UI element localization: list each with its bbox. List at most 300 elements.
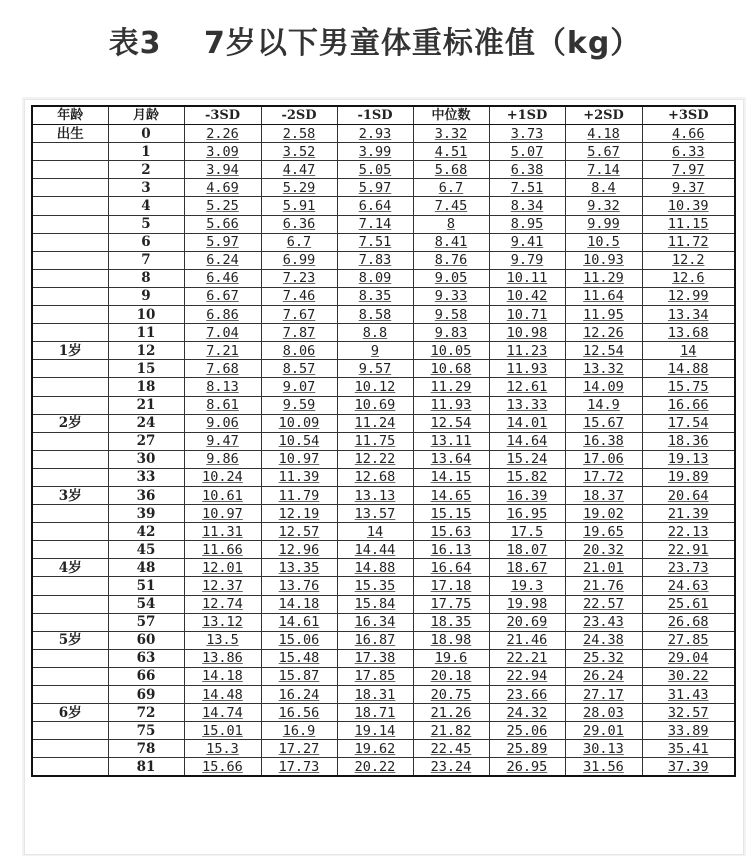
value-cell-median (413, 396, 489, 414)
value-cell-plus3sd (642, 758, 735, 777)
table-body (32, 125, 735, 777)
value-cell-minus1sd (337, 324, 413, 342)
value-cell-minus3sd (184, 649, 261, 667)
value-cell-median (413, 125, 489, 143)
value-cell-minus1sd (337, 179, 413, 197)
weight-value: 33.89 (667, 722, 709, 739)
weight-value: 30.22 (667, 668, 709, 685)
weight-value: 22.13 (667, 523, 709, 540)
value-cell-plus2sd (565, 233, 642, 251)
table-row (32, 486, 735, 504)
value-cell-minus2sd (261, 414, 337, 432)
weight-value: 10.97 (278, 451, 320, 468)
value-cell-minus2sd (261, 251, 337, 269)
value-cell-minus1sd (337, 378, 413, 396)
value-cell-plus1sd (489, 667, 565, 685)
month-cell: 69 (108, 686, 184, 704)
month-cell: 4 (108, 197, 184, 215)
weight-value: 16.13 (430, 541, 472, 558)
age-cell: 5岁 (32, 631, 108, 649)
value-cell-minus2sd (261, 649, 337, 667)
weight-value: 7.83 (358, 252, 392, 269)
value-cell-minus3sd (184, 251, 261, 269)
weight-value: 16.38 (583, 433, 624, 450)
value-cell-plus1sd (489, 233, 565, 251)
weight-value: 24.38 (583, 632, 624, 649)
value-cell-minus3sd (184, 324, 261, 342)
weight-value: 24.63 (667, 577, 709, 594)
value-cell-median (413, 704, 489, 722)
value-cell-median (413, 179, 489, 197)
value-cell-plus1sd (489, 559, 565, 577)
value-cell-plus1sd (489, 468, 565, 486)
value-cell-minus1sd (337, 667, 413, 685)
weight-value: 12.54 (430, 415, 472, 432)
weight-value: 21.26 (430, 704, 472, 721)
value-cell-median (413, 523, 489, 541)
value-cell-minus3sd (184, 306, 261, 324)
month-cell: 6 (108, 233, 184, 251)
weight-value: 16.39 (506, 487, 548, 504)
value-cell-plus3sd (642, 577, 735, 595)
weight-value: 14.61 (278, 614, 320, 631)
weight-value: 15.01 (202, 722, 243, 739)
weight-value: 11.95 (583, 306, 624, 323)
month-cell: 48 (108, 559, 184, 577)
weight-value: 10.69 (354, 397, 396, 414)
value-cell-minus1sd (337, 523, 413, 541)
value-cell-minus3sd (184, 704, 261, 722)
value-cell-minus2sd (261, 360, 337, 378)
value-cell-plus2sd (565, 378, 642, 396)
column-header-minus1sd: -1SD (337, 106, 413, 125)
weight-value: 7.23 (282, 270, 316, 287)
value-cell-median (413, 722, 489, 740)
weight-value: 9.57 (358, 360, 392, 377)
weight-value: 22.94 (506, 668, 548, 685)
value-cell-plus2sd (565, 523, 642, 541)
weight-value: 11.29 (430, 378, 472, 395)
value-cell-minus3sd (184, 541, 261, 559)
value-cell-minus3sd (184, 143, 261, 161)
weight-value: 21.76 (583, 577, 624, 594)
weight-value: 14.88 (667, 360, 709, 377)
weight-value: 13.32 (583, 360, 624, 377)
weight-value: 25.06 (506, 722, 548, 739)
value-cell-minus2sd (261, 722, 337, 740)
age-cell (32, 686, 108, 704)
weight-value: 10.09 (278, 415, 320, 432)
weight-value: 21.39 (667, 505, 709, 522)
value-cell-plus3sd (642, 505, 735, 523)
value-cell-minus2sd (261, 541, 337, 559)
month-cell: 10 (108, 306, 184, 324)
weight-value: 9.58 (434, 306, 468, 323)
weight-value: 11.29 (583, 270, 624, 287)
weight-value: 17.38 (354, 650, 396, 667)
value-cell-plus3sd (642, 161, 735, 179)
value-cell-minus1sd (337, 306, 413, 324)
age-cell (32, 505, 108, 523)
value-cell-median (413, 360, 489, 378)
age-cell (32, 306, 108, 324)
age-cell (32, 251, 108, 269)
month-cell: 24 (108, 414, 184, 432)
weight-value: 32.57 (667, 704, 709, 721)
value-cell-plus1sd (489, 251, 565, 269)
value-cell-minus1sd (337, 360, 413, 378)
value-cell-plus2sd (565, 577, 642, 595)
age-cell (32, 360, 108, 378)
age-cell (32, 740, 108, 758)
table-row (32, 306, 735, 324)
value-cell-minus1sd (337, 450, 413, 468)
value-cell-median (413, 468, 489, 486)
weight-value: 13.33 (506, 397, 548, 414)
age-cell (32, 577, 108, 595)
value-cell-median (413, 342, 489, 360)
value-cell-plus2sd (565, 396, 642, 414)
weight-value: 17.5 (510, 523, 544, 540)
weight-value: 5.66 (206, 216, 239, 233)
value-cell-minus2sd (261, 378, 337, 396)
weight-value: 18.71 (354, 704, 396, 721)
month-cell: 1 (108, 143, 184, 161)
value-cell-minus3sd (184, 613, 261, 631)
value-cell-minus2sd (261, 215, 337, 233)
weight-value: 14.01 (506, 415, 548, 432)
weight-value: 8.95 (510, 216, 544, 233)
weight-value: 11.39 (278, 469, 320, 486)
value-cell-plus1sd (489, 649, 565, 667)
table-row (32, 197, 735, 215)
column-header-minus3sd: -3SD (184, 106, 261, 125)
age-cell (32, 722, 108, 740)
month-cell: 75 (108, 722, 184, 740)
weight-value: 5.07 (510, 143, 544, 160)
value-cell-plus1sd (489, 505, 565, 523)
value-cell-plus2sd (565, 468, 642, 486)
value-cell-plus3sd (642, 613, 735, 631)
weight-value: 8.58 (358, 306, 392, 323)
value-cell-minus3sd (184, 686, 261, 704)
weight-value: 27.17 (583, 686, 624, 703)
weight-value: 2.93 (358, 125, 392, 142)
weight-value: 24.32 (506, 704, 548, 721)
value-cell-minus1sd (337, 559, 413, 577)
weight-value: 13.11 (430, 433, 472, 450)
value-cell-median (413, 740, 489, 758)
table-row (32, 667, 735, 685)
weight-value: 11.66 (202, 541, 243, 558)
table-row (32, 360, 735, 378)
value-cell-plus1sd (489, 342, 565, 360)
weight-value: 15.66 (202, 758, 243, 775)
value-cell-minus3sd (184, 468, 261, 486)
weight-value: 4.51 (434, 143, 468, 160)
weight-value: 18.31 (354, 686, 396, 703)
weight-value: 9.79 (510, 252, 544, 269)
weight-value: 15.75 (667, 378, 709, 395)
value-cell-minus1sd (337, 233, 413, 251)
weight-value: 9.32 (587, 198, 620, 215)
weight-value: 3.94 (206, 161, 239, 178)
value-cell-plus2sd (565, 125, 642, 143)
weight-value: 7.46 (282, 288, 316, 305)
value-cell-plus3sd (642, 342, 735, 360)
value-cell-minus2sd (261, 758, 337, 777)
weight-value: 11.93 (430, 397, 472, 414)
value-cell-plus2sd (565, 704, 642, 722)
value-cell-minus1sd (337, 740, 413, 758)
weight-value: 21.01 (583, 559, 624, 576)
value-cell-minus3sd (184, 450, 261, 468)
value-cell-plus3sd (642, 360, 735, 378)
value-cell-minus1sd (337, 143, 413, 161)
value-cell-plus3sd (642, 595, 735, 613)
value-cell-plus1sd (489, 414, 565, 432)
table-row (32, 161, 735, 179)
month-cell: 21 (108, 396, 184, 414)
weight-value: 6.46 (206, 270, 239, 287)
month-cell: 5 (108, 215, 184, 233)
weight-value: 4.69 (206, 179, 239, 196)
weight-value: 12.99 (667, 288, 709, 305)
column-header-plus2sd: +2SD (565, 106, 642, 125)
value-cell-plus3sd (642, 740, 735, 758)
weight-value: 17.73 (278, 758, 320, 775)
value-cell-plus3sd (642, 197, 735, 215)
value-cell-plus1sd (489, 197, 565, 215)
value-cell-plus2sd (565, 143, 642, 161)
value-cell-minus3sd (184, 505, 261, 523)
value-cell-minus2sd (261, 559, 337, 577)
value-cell-plus1sd (489, 722, 565, 740)
month-cell: 81 (108, 758, 184, 777)
month-cell: 0 (108, 125, 184, 143)
value-cell-plus1sd (489, 523, 565, 541)
value-cell-median (413, 559, 489, 577)
value-cell-plus1sd (489, 577, 565, 595)
weight-value: 11.75 (354, 433, 396, 450)
weight-value: 14 (366, 523, 384, 540)
weight-value: 9.37 (671, 179, 705, 196)
weight-value: 19.6 (434, 650, 468, 667)
month-cell: 11 (108, 324, 184, 342)
value-cell-median (413, 595, 489, 613)
weight-value: 18.35 (430, 614, 472, 631)
weight-value: 9.86 (206, 451, 239, 468)
value-cell-plus1sd (489, 396, 565, 414)
age-cell (32, 378, 108, 396)
table-row (32, 324, 735, 342)
month-cell: 3 (108, 179, 184, 197)
value-cell-plus2sd (565, 179, 642, 197)
weight-value: 17.27 (278, 740, 320, 757)
weight-value: 15.67 (583, 415, 624, 432)
weight-value: 13.57 (354, 505, 396, 522)
value-cell-minus1sd (337, 595, 413, 613)
table-row (32, 505, 735, 523)
weight-value: 19.62 (354, 740, 396, 757)
column-header-median: 中位数 (413, 106, 489, 125)
table-row (32, 613, 735, 631)
value-cell-plus1sd (489, 541, 565, 559)
value-cell-minus3sd (184, 740, 261, 758)
weight-value: 12.22 (354, 451, 396, 468)
value-cell-plus1sd (489, 269, 565, 287)
table-row (32, 450, 735, 468)
month-cell: 2 (108, 161, 184, 179)
value-cell-minus3sd (184, 414, 261, 432)
weight-value: 25.61 (667, 596, 709, 613)
age-cell (32, 269, 108, 287)
weight-value: 11.31 (202, 523, 243, 540)
table-row (32, 125, 735, 143)
age-cell (32, 667, 108, 685)
value-cell-median (413, 541, 489, 559)
value-cell-minus2sd (261, 342, 337, 360)
value-cell-minus3sd (184, 215, 261, 233)
age-cell: 2岁 (32, 414, 108, 432)
value-cell-minus2sd (261, 396, 337, 414)
month-cell: 57 (108, 613, 184, 631)
month-cell: 66 (108, 667, 184, 685)
table-row (32, 179, 735, 197)
weight-value: 8.13 (206, 378, 239, 395)
month-cell: 18 (108, 378, 184, 396)
month-cell: 60 (108, 631, 184, 649)
value-cell-plus1sd (489, 432, 565, 450)
value-cell-plus3sd (642, 125, 735, 143)
value-cell-minus1sd (337, 269, 413, 287)
weight-value: 8.61 (206, 397, 239, 414)
weight-value: 7.68 (206, 360, 239, 377)
weight-value: 15.3 (206, 740, 239, 757)
value-cell-plus1sd (489, 613, 565, 631)
weight-value: 9.06 (206, 415, 239, 432)
weight-value: 6.7 (438, 179, 464, 196)
weight-value: 26.68 (667, 614, 709, 631)
month-cell: 9 (108, 287, 184, 305)
value-cell-minus3sd (184, 269, 261, 287)
weight-value: 19.65 (583, 523, 624, 540)
table-row (32, 541, 735, 559)
value-cell-minus3sd (184, 342, 261, 360)
value-cell-plus2sd (565, 306, 642, 324)
value-cell-minus2sd (261, 125, 337, 143)
age-cell: 1岁 (32, 342, 108, 360)
table-row (32, 251, 735, 269)
weight-value: 12.19 (278, 505, 320, 522)
weight-value: 25.32 (583, 650, 624, 667)
weight-value: 7.97 (671, 161, 705, 178)
value-cell-median (413, 631, 489, 649)
value-cell-minus1sd (337, 287, 413, 305)
weight-value: 15.82 (506, 469, 548, 486)
column-header-minus2sd: -2SD (261, 106, 337, 125)
weight-value: 6.67 (206, 288, 239, 305)
weight-value: 16.66 (667, 397, 709, 414)
weight-value: 9.59 (282, 397, 316, 414)
value-cell-median (413, 613, 489, 631)
value-cell-minus2sd (261, 740, 337, 758)
value-cell-plus3sd (642, 287, 735, 305)
value-cell-plus1sd (489, 287, 565, 305)
weight-value: 22.45 (430, 740, 472, 757)
value-cell-median (413, 251, 489, 269)
value-cell-minus3sd (184, 559, 261, 577)
column-header-plus3sd: +3SD (642, 106, 735, 125)
weight-value: 29.01 (583, 722, 624, 739)
weight-value: 11.79 (278, 487, 320, 504)
weight-value: 22.21 (506, 650, 548, 667)
month-cell: 72 (108, 704, 184, 722)
value-cell-minus3sd (184, 631, 261, 649)
value-cell-minus1sd (337, 197, 413, 215)
value-cell-plus1sd (489, 740, 565, 758)
value-cell-plus2sd (565, 740, 642, 758)
weight-value: 14.74 (202, 704, 243, 721)
value-cell-plus3sd (642, 215, 735, 233)
age-cell (32, 143, 108, 161)
age-cell (32, 396, 108, 414)
weight-value: 12.01 (202, 559, 243, 576)
value-cell-plus2sd (565, 631, 642, 649)
weight-value: 13.68 (667, 324, 709, 341)
weight-value: 5.97 (358, 179, 392, 196)
weight-value: 10.93 (583, 252, 624, 269)
weight-value: 12.57 (278, 523, 320, 540)
month-cell: 27 (108, 432, 184, 450)
weight-value: 14.44 (354, 541, 396, 558)
weight-value: 14.09 (583, 378, 624, 395)
weight-value: 22.91 (667, 541, 709, 558)
table-row (32, 523, 735, 541)
value-cell-plus3sd (642, 378, 735, 396)
weight-value: 6.33 (671, 143, 705, 160)
value-cell-plus3sd (642, 324, 735, 342)
table-row (32, 686, 735, 704)
value-cell-minus1sd (337, 722, 413, 740)
value-cell-plus3sd (642, 523, 735, 541)
value-cell-minus2sd (261, 667, 337, 685)
value-cell-plus3sd (642, 251, 735, 269)
weight-value: 9.47 (206, 433, 239, 450)
weight-value: 6.7 (286, 234, 312, 251)
age-cell: 4岁 (32, 559, 108, 577)
value-cell-minus2sd (261, 269, 337, 287)
value-cell-plus1sd (489, 161, 565, 179)
weight-value: 20.18 (430, 668, 472, 685)
weight-value: 26.95 (506, 758, 548, 775)
month-cell: 39 (108, 505, 184, 523)
age-cell (32, 523, 108, 541)
value-cell-minus1sd (337, 161, 413, 179)
weight-value: 4.66 (671, 125, 705, 142)
weight-value: 8.06 (282, 342, 316, 359)
weight-value: 31.56 (583, 758, 624, 775)
value-cell-plus3sd (642, 722, 735, 740)
value-cell-median (413, 197, 489, 215)
value-cell-plus2sd (565, 613, 642, 631)
value-cell-plus1sd (489, 595, 565, 613)
age-cell (32, 233, 108, 251)
value-cell-minus2sd (261, 432, 337, 450)
weight-value: 19.13 (667, 451, 709, 468)
value-cell-plus2sd (565, 595, 642, 613)
weight-value: 35.41 (667, 740, 709, 757)
